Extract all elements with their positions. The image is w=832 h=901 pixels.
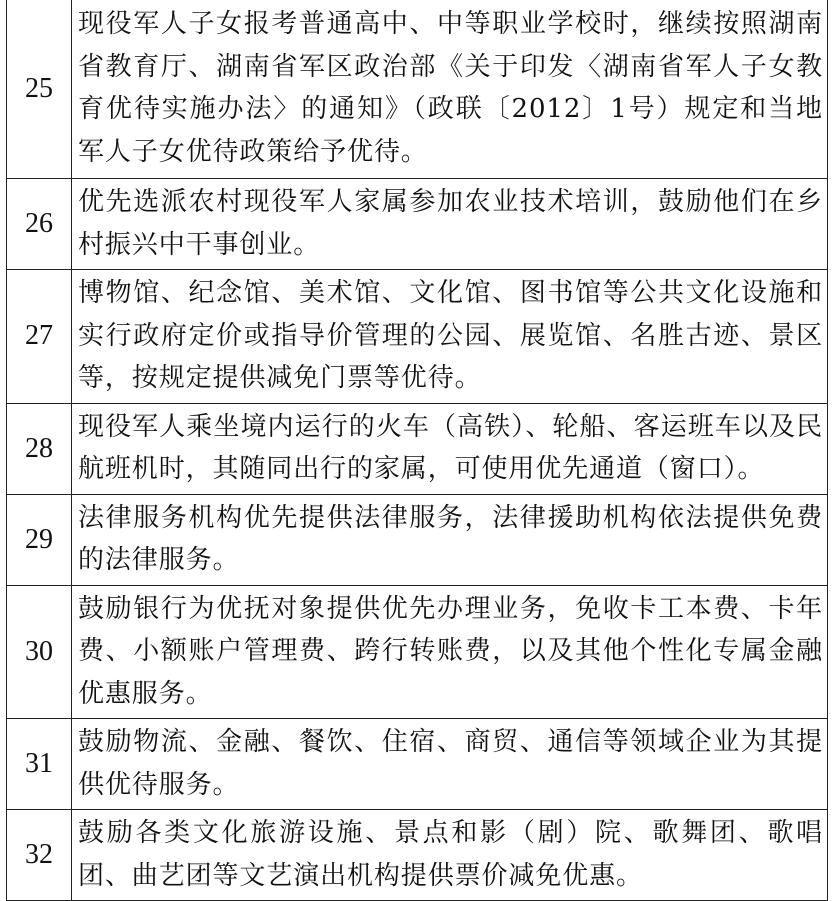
row-number: 27 <box>7 270 72 404</box>
table-row <box>7 179 828 270</box>
row-text-content: 鼓励各类文化旅游设施、景点和影（剧）院、歌舞团、歌唱团、曲艺团等文艺演出机构提供票价减免优惠。 <box>78 818 823 891</box>
row-text <box>72 719 828 810</box>
row-text-content: 鼓励物流、金融、餐饮、住宿、商贸、通信等领域企业为其提供优待服务。 <box>78 727 823 800</box>
row-text-content: 鼓励银行为优抚对象提供优先办理业务，免收卡工本费、卡年费、小额账户管理费、跨行转账费，以及其他个性化专属金融优惠服务。 <box>78 593 823 709</box>
row-text-content: 博物馆、纪念馆、美术馆、文化馆、图书馆等公共文化设施和实行政府定价或指导价管理的公园、展览馆、名胜古迹、景区等，按规定提供减免门票等优待。 <box>78 278 823 393</box>
row-text-content: 现役军人子女报考普通高中、中等职业学校时，继续按照湖南省教育厅、湖南省军区政治部《关于印发〈湖南省军人子女教育优待实施办法〉的通知》（政联〔2012〕1号）规定和当地军人子女优待政策给予优待。 <box>78 9 823 167</box>
row-text-content: 现役军人乘坐境内运行的火车（高铁）、轮船、客运班车以及民航班机时，其随同出行的家属，可使用优先通道（窗口）。 <box>78 411 823 484</box>
table-row <box>7 270 828 404</box>
table-row <box>7 585 828 719</box>
row-text <box>72 270 828 404</box>
table-row <box>7 719 828 810</box>
table-row <box>7 810 828 901</box>
row-text <box>72 403 828 494</box>
row-text <box>72 810 828 901</box>
row-number: 26 <box>7 179 72 270</box>
benefits-table <box>6 0 828 901</box>
row-text <box>72 179 828 270</box>
table-row <box>7 494 828 585</box>
row-number: 31 <box>7 719 72 810</box>
table-row <box>7 403 828 494</box>
table-row <box>7 0 828 179</box>
row-text-content: 优先选派农村现役军人家属参加农业技术培训，鼓励他们在乡村振兴中干事创业。 <box>78 187 823 260</box>
row-number: 28 <box>7 403 72 494</box>
row-number: 29 <box>7 494 72 585</box>
row-number: 32 <box>7 810 72 901</box>
row-text-content: 法律服务机构优先提供法律服务，法律援助机构依法提供免费的法律服务。 <box>78 502 823 575</box>
row-number: 25 <box>7 0 72 179</box>
row-text <box>72 494 828 585</box>
row-number: 30 <box>7 585 72 719</box>
row-text <box>72 585 828 719</box>
row-text <box>72 0 828 179</box>
